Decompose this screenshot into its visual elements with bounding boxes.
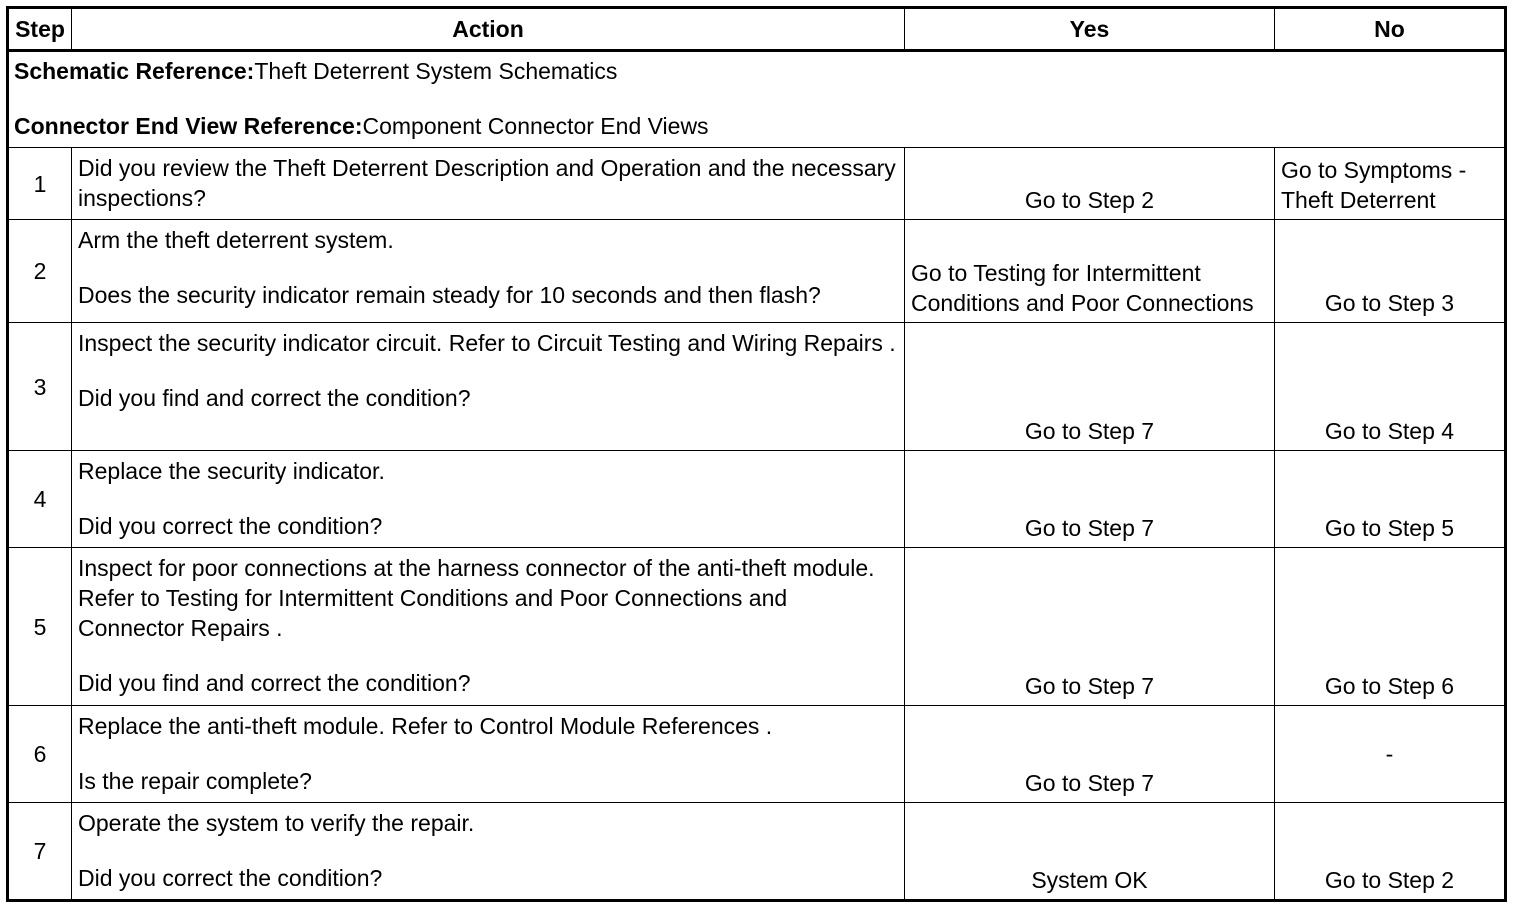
step-number: 7 [8, 803, 72, 901]
step-number: 1 [8, 148, 72, 220]
step-number: 5 [8, 548, 72, 706]
diagnostic-table [6, 6, 1507, 902]
table-row [8, 220, 1506, 323]
action-cell [72, 220, 905, 323]
action-cell [72, 706, 905, 803]
step-number: 6 [8, 706, 72, 803]
no-cell[interactable]: Go to Step 5 [1275, 451, 1506, 548]
no-cell[interactable]: Go to Symptoms - Theft Deterrent [1275, 148, 1506, 220]
connector-reference [14, 111, 1499, 141]
table-row [8, 451, 1506, 548]
header-step: Step [8, 8, 72, 51]
action-text: Replace the security indicator. [78, 458, 385, 484]
yes-cell[interactable]: Go to Step 2 [905, 148, 1275, 220]
step-number: 4 [8, 451, 72, 548]
yes-cell[interactable]: Go to Step 7 [905, 706, 1275, 803]
table-row [8, 548, 1506, 706]
table-row [8, 706, 1506, 803]
no-cell[interactable]: Go to Step 2 [1275, 803, 1506, 901]
action-question: Did you find and correct the condition? [78, 670, 471, 696]
action-cell [72, 323, 905, 451]
header-action: Action [72, 8, 905, 51]
yes-cell[interactable]: Go to Testing for Intermittent Conditions and Poor Connections [905, 220, 1275, 323]
header-yes: Yes [905, 8, 1275, 51]
no-cell[interactable]: Go to Step 6 [1275, 548, 1506, 706]
action-question: Did you correct the condition? [78, 513, 383, 539]
action-question: Is the repair complete? [78, 768, 312, 794]
action-text: Did you review the Theft Deterrent Description and Operation and the necessary inspections? [78, 155, 896, 211]
action-text: Operate the system to verify the repair. [78, 810, 475, 836]
action-cell [72, 548, 905, 706]
yes-cell[interactable]: Go to Step 7 [905, 323, 1275, 451]
action-text: Arm the theft deterrent system. [78, 227, 394, 253]
action-text: Inspect for poor connections at the harness connector of the anti-theft module. Refer to Testing for Intermittent Conditions and Poor Connections and Connector Repairs . [78, 555, 875, 641]
action-question: Does the security indicator remain steady for 10 seconds and then flash? [78, 282, 821, 308]
step-number: 3 [8, 323, 72, 451]
yes-cell[interactable]: Go to Step 7 [905, 548, 1275, 706]
header-no: No [1275, 8, 1506, 51]
schematic-reference-label: Schematic Reference: [14, 58, 255, 84]
no-cell[interactable]: Go to Step 4 [1275, 323, 1506, 451]
table-row [8, 148, 1506, 220]
action-cell [72, 451, 905, 548]
reference-row [8, 51, 1506, 148]
no-cell[interactable]: Go to Step 3 [1275, 220, 1506, 323]
no-cell: - [1275, 706, 1506, 803]
step-number: 2 [8, 220, 72, 323]
action-text: Inspect the security indicator circuit. Refer to Circuit Testing and Wiring Repairs . [78, 330, 896, 356]
reference-cell [8, 51, 1506, 148]
connector-reference-label: Connector End View Reference: [14, 113, 363, 139]
action-cell [72, 148, 905, 220]
table-row [8, 323, 1506, 451]
connector-reference-link[interactable]: Component Connector End Views [362, 113, 709, 139]
action-cell [72, 803, 905, 901]
action-question: Did you correct the condition? [78, 865, 383, 891]
yes-cell[interactable]: Go to Step 7 [905, 451, 1275, 548]
table-row [8, 803, 1506, 901]
yes-cell[interactable]: System OK [905, 803, 1275, 901]
schematic-reference-link[interactable]: Theft Deterrent System Schematics [254, 58, 618, 84]
schematic-reference [14, 56, 1499, 86]
action-text: Replace the anti-theft module. Refer to Control Module References . [78, 713, 773, 739]
action-question: Did you find and correct the condition? [78, 385, 471, 411]
header-row [8, 8, 1506, 51]
